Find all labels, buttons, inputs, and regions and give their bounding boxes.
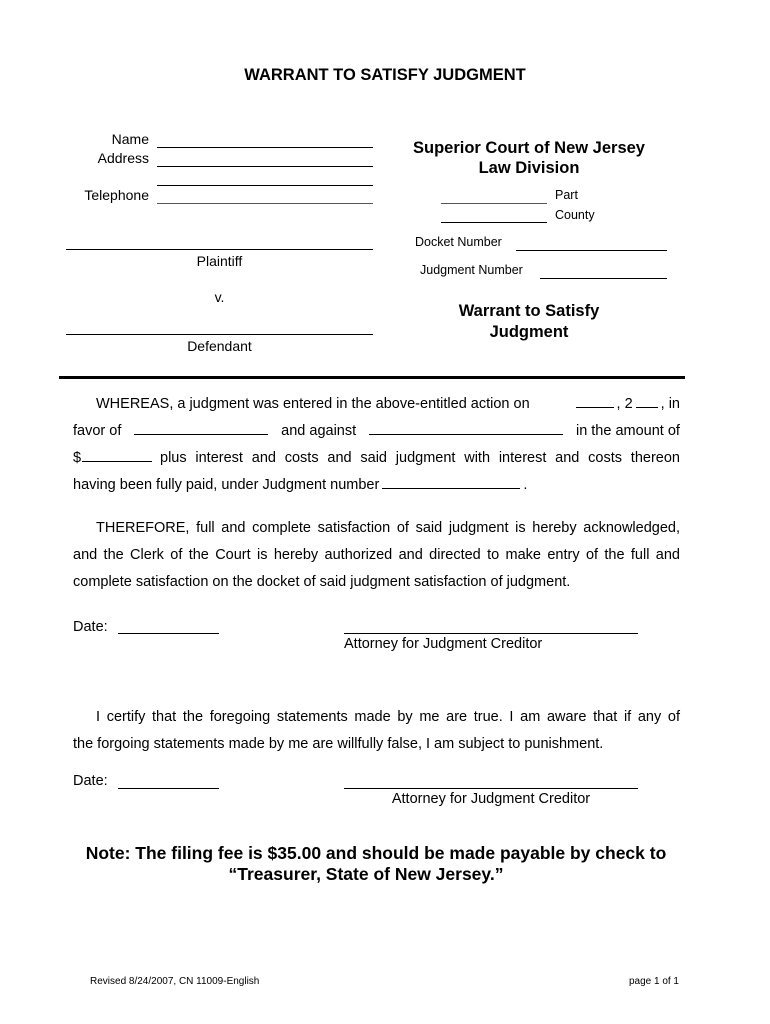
interest-text: plus interest and costs and said judgment with interest and costs thereon	[160, 450, 680, 466]
page-number: page 1 of 1	[628, 976, 679, 987]
part-label: Part	[555, 188, 578, 202]
date-label-1: Date:	[73, 619, 108, 635]
dollar-sign: $	[73, 450, 82, 466]
county-field[interactable]	[441, 222, 547, 223]
date-label-2: Date:	[73, 773, 108, 789]
address-label: Address	[97, 150, 149, 166]
name-field[interactable]	[157, 147, 373, 148]
whereas-line-2	[73, 422, 680, 440]
court-division: Law Division	[478, 159, 580, 177]
county-label: County	[555, 208, 595, 222]
whereas-text: WHEREAS, a judgment was entered in the above-entitled action on	[96, 396, 530, 412]
therefore-line-1: THEREFORE, full and complete satisfaction of said judgment is hereby acknowledged,	[96, 520, 680, 536]
therefore-line-3: complete satisfaction on the docket of said judgment satisfaction of judgment.	[73, 574, 571, 590]
telephone-field[interactable]	[157, 203, 373, 204]
part-field[interactable]	[441, 203, 547, 204]
certification-line-2: the forgoing statements made by me are willfully false, I am subject to punishment.	[73, 736, 604, 752]
favor-of-label: favor of	[73, 423, 122, 439]
creditor-field[interactable]	[134, 433, 268, 435]
court-name: Superior Court of New Jersey	[413, 139, 645, 157]
debtor-field[interactable]	[369, 433, 563, 435]
therefore-line-2: and the Clerk of the Court is hereby authorized and directed to make entry of the full and	[73, 547, 680, 563]
versus-label: v.	[214, 289, 225, 305]
judgment-date-field[interactable]	[576, 406, 614, 408]
and-against-label: and against	[281, 423, 357, 439]
filing-fee-note-line1: Note: The filing fee is $35.00 and should be made payable by check to	[85, 843, 667, 863]
plaintiff-label: Plaintiff	[196, 253, 243, 269]
defendant-label: Defendant	[187, 338, 252, 354]
warrant-heading-line1: Warrant to Satisfy	[458, 302, 600, 320]
defendant-field[interactable]	[66, 334, 373, 335]
whereas-line-3	[73, 449, 680, 467]
docket-number-field[interactable]	[516, 250, 667, 251]
whereas-line-1	[73, 395, 680, 413]
address-field-1[interactable]	[157, 166, 373, 167]
paid-text: having been fully paid, under Judgment number	[73, 477, 380, 493]
judgment-number-field[interactable]	[540, 278, 667, 279]
year-prefix: , 2	[616, 396, 633, 412]
whereas-in: , in	[660, 396, 680, 412]
telephone-label: Telephone	[84, 187, 149, 203]
certification-line-1: I certify that the foregoing statements made by me are true. I am aware that if any of	[96, 709, 680, 725]
whereas-line-4	[73, 476, 680, 494]
address-field-2[interactable]	[157, 185, 373, 186]
document-title: WARRANT TO SATISFY JUDGMENT	[244, 66, 526, 84]
signature-line-2[interactable]	[344, 788, 638, 789]
section-divider	[59, 376, 685, 379]
judgment-year-field[interactable]	[636, 406, 658, 408]
filing-fee-note-line2: “Treasurer, State of New Jersey.”	[228, 864, 504, 884]
signature-label-2: Attorney for Judgment Creditor	[391, 791, 591, 807]
plaintiff-field[interactable]	[66, 249, 373, 250]
revision-footer: Revised 8/24/2007, CN 11009-English	[90, 976, 260, 987]
signature-line-1[interactable]	[344, 633, 638, 634]
docket-number-label: Docket Number	[415, 235, 502, 249]
paid-period: .	[523, 477, 528, 493]
amount-of-label: in the amount of	[575, 423, 680, 439]
satisfied-judgment-number-field[interactable]	[382, 487, 520, 489]
amount-field[interactable]	[82, 460, 152, 462]
judgment-number-label: Judgment Number	[420, 263, 523, 277]
date-field-1[interactable]	[118, 633, 219, 634]
date-field-2[interactable]	[118, 788, 219, 789]
warrant-heading-line2: Judgment	[489, 323, 569, 341]
signature-label-1: Attorney for Judgment Creditor	[344, 636, 543, 652]
name-label: Name	[111, 131, 149, 147]
